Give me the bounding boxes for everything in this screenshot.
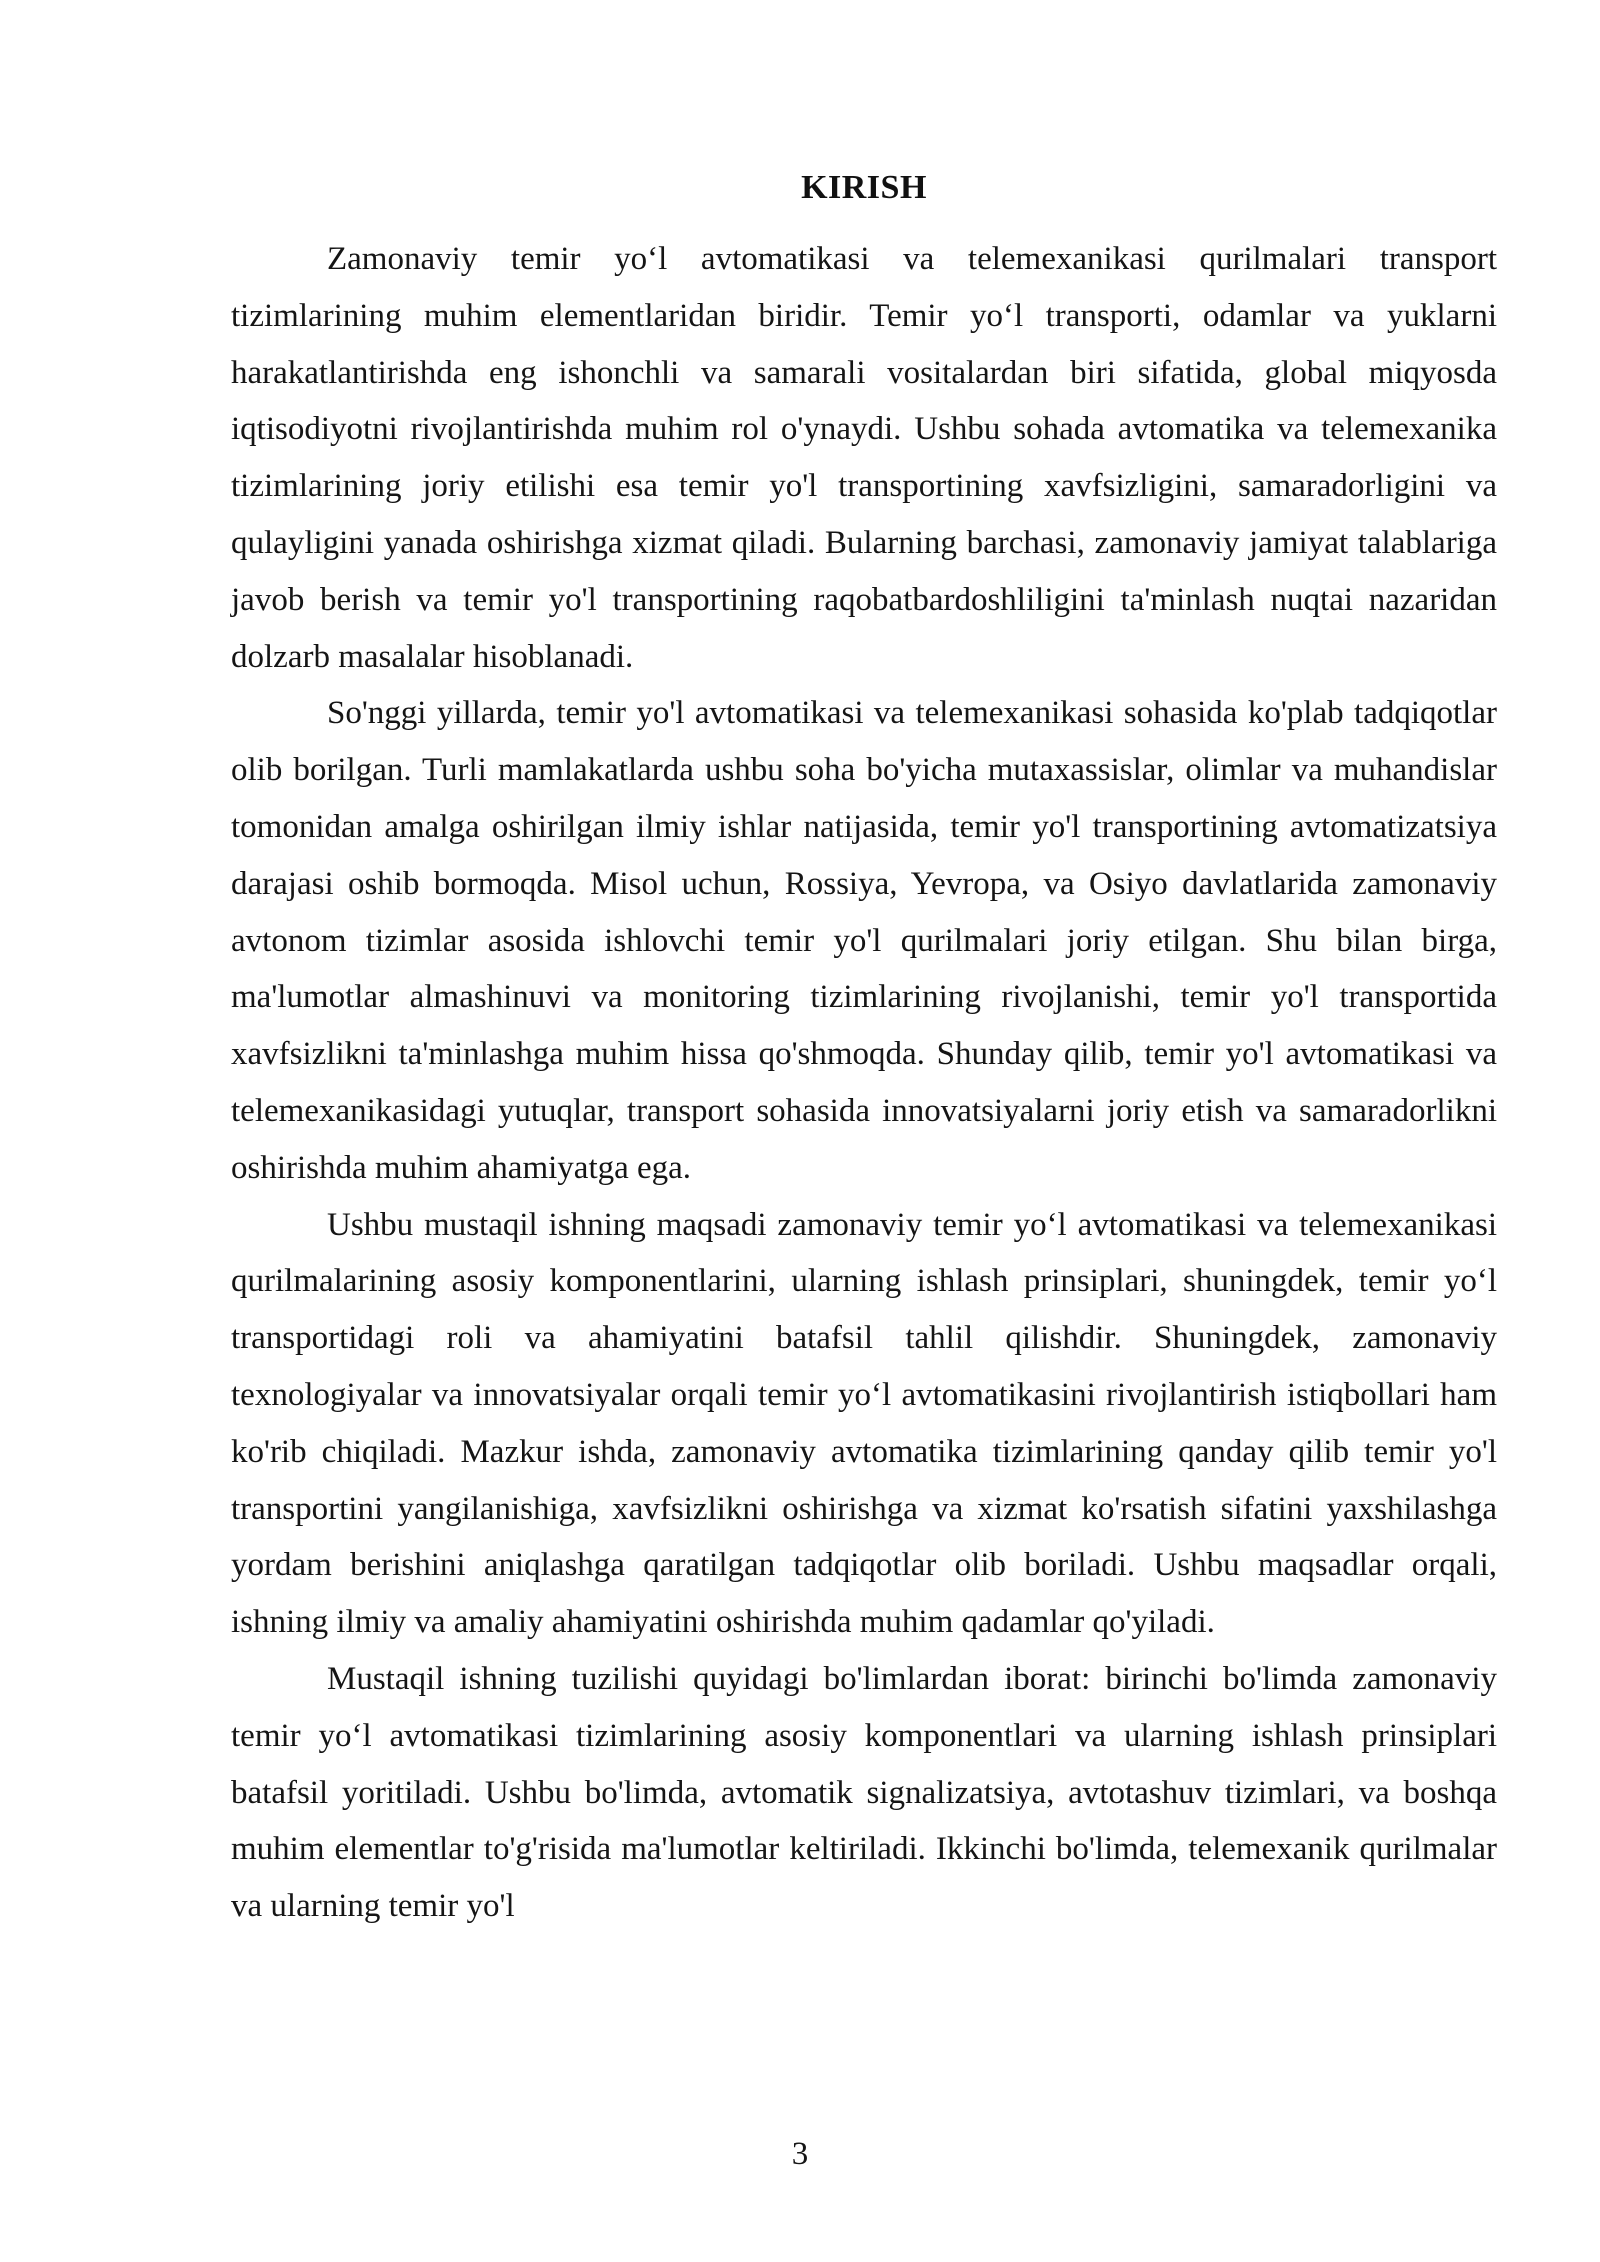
paragraph-structure: Mustaqil ishning tuzilishi quyidagi bo'limlardan iborat: birinchi bo'limda zamonaviy temir yo‘l avtomatikasi tizimlarining asosiy komponentlari va ularning ishlash prinsiplari batafsil yoritiladi. Ushbu bo'limda, avtomatik signalizatsiya, avtotashuv tizimlari, va boshqa muhim elementlar to'g'risida ma'lumotlar keltiriladi. Ikkinchi bo'limda, telemexanik qurilmalar va ularning temir yo'l [231, 1660, 1497, 1925]
page-title: KIRISH [801, 169, 927, 206]
paragraph-intro: Zamonaviy temir yo‘l avtomatikasi va telemexanikasi qurilmalari transport tizimlarining muhim elementlaridan biridir. Temir yo‘l transporti, odamlar va yuklarni harakatlantirishda eng ishonchli va samarali vositalardan biri sifatida, global miqyosda iqtisodiyotni rivojlantirishda muhim rol o'ynaydi. Ushbu sohada avtomatika va telemexanika tizimlarining joriy etilishi esa temir yo'l transportining xavfsizligini, samaradorligini va qulayligini yanada oshirishga xizmat qiladi. Bularning barchasi, zamonaviy jamiyat talablariga javob berish va temir yo'l transportining raqobatbardoshliligini ta'minlash nuqtai nazaridan dolzarb masalalar hisoblanadi. [231, 241, 1497, 675]
paragraph-goal: Ushbu mustaqil ishning maqsadi zamonaviy temir yo‘l avtomatikasi va telemexanikasi qurilmalarining asosiy komponentlarini, ularning ishlash prinsiplari, shuningdek, temir yo‘l transportidagi roli va ahamiyatini batafsil tahlil qilishdir. Shuningdek, zamonaviy texnologiyalar va innovatsiyalar orqali temir yo‘l avtomatikasini rivojlantirish istiqbollari ham ko'rib chiqiladi. Mazkur ishda, zamonaviy avtomatika tizimlarining qanday qilib temir yo'l transportini yangilanishiga, xavfsizlikni oshirishga va xizmat ko'rsatish sifatini yaxshilashga yordam berishini aniqlashga qaratilgan tadqiqotlar olib boriladi. Ushbu maqsadlar orqali, ishning ilmiy va amaliy ahamiyatini oshirishda muhim qadamlar qo'yiladi. [231, 1206, 1497, 1641]
page-number: 3 [791, 2136, 809, 2172]
paragraph-research: So'nggi yillarda, temir yo'l avtomatikasi va telemexanikasi sohasida ko'plab tadqiqotlar olib borilgan. Turli mamlakatlarda ushbu soha bo'yicha mutaxassislar, olimlar va muhandislar tomonidan amalga oshirilgan ilmiy ishlar natijasida, temir yo'l transportining avtomatizatsiya darajasi oshib bormoqda. Misol uchun, Rossiya, Yevropa, va Osiyo davlatlarida zamonaviy avtonom tizimlar asosida ishlovchi temir yo'l qurilmalari joriy etilgan. Shu bilan birga, ma'lumotlar almashinuvi va monitoring tizimlarining rivojlanishi, temir yo'l transportida xavfsizlikni ta'minlashga muhim hissa qo'shmoqda. Shunday qilib, temir yo'l avtomatikasi va telemexanikasidagi yutuqlar, transport sohasida innovatsiyalarni joriy etish va samaradorlikni oshirishda muhim ahamiyatga ega. [231, 695, 1497, 1186]
page-content [231, 160, 1497, 1935]
